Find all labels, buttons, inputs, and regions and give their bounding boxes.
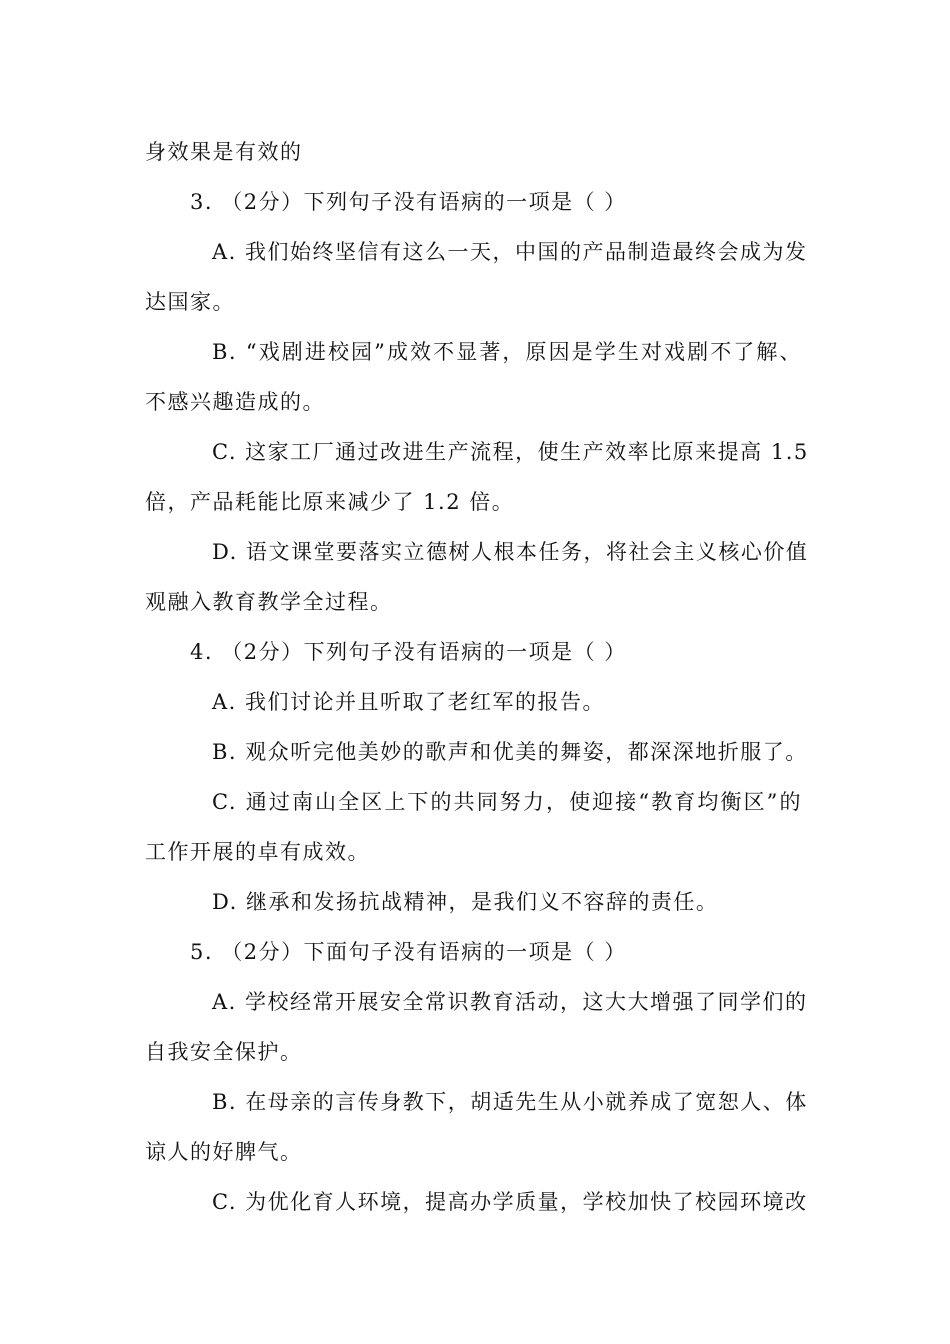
question-3-option-d-cont: 观融入教育教学全过程。 — [145, 590, 393, 614]
question-4-option-a: A. 我们讨论并且听取了老红军的报告。 — [212, 690, 606, 714]
question-5-stem: 5. （2分）下面句子没有语病的一项是（ ） — [190, 940, 627, 964]
question-3-option-c: C. 这家工厂通过改进生产流程，使生产效率比原来提高 1.5 — [212, 440, 809, 464]
question-3-option-a-cont: 达国家。 — [145, 290, 235, 314]
question-3-option-b-cont: 不感兴趣造成的。 — [145, 390, 325, 414]
question-3-stem: 3. （2分）下列句子没有语病的一项是（ ） — [190, 190, 627, 214]
question-3-option-a: A. 我们始终坚信有这么一天，中国的产品制造最终会成为发 — [212, 240, 808, 264]
question-5-option-a: A. 学校经常开展安全常识教育活动，这大大增强了同学们的 — [212, 990, 808, 1014]
question-5-option-a-cont: 自我安全保护。 — [145, 1040, 303, 1064]
question-4-stem: 4. （2分）下列句子没有语病的一项是（ ） — [190, 640, 627, 664]
question-3-option-d: D. 语文课堂要落实立德树人根本任务，将社会主义核心价值 — [212, 540, 809, 564]
question-5-option-c: C. 为优化育人环境，提高办学质量，学校加快了校园环境改 — [212, 1190, 808, 1214]
question-5-option-b-cont: 谅人的好脾气。 — [145, 1140, 303, 1164]
question-4-option-c: C. 通过南山全区上下的共同努力，使迎接“教育均衡区”的 — [212, 790, 802, 814]
continuation-line: 身效果是有效的 — [145, 140, 303, 164]
question-4-option-d: D. 继承和发扬抗战精神，是我们义不容辞的责任。 — [212, 890, 719, 914]
question-3-option-b: B. “戏剧进校园”成效不显著，原因是学生对戏剧不了解、 — [212, 340, 802, 364]
question-4-option-c-cont: 工作开展的卓有成效。 — [145, 840, 370, 864]
question-4-option-b: B. 观众听完他美妙的歌声和优美的舞姿，都深深地折服了。 — [212, 740, 808, 764]
question-3-option-c-cont: 倍，产品耗能比原来减少了 1.2 倍。 — [145, 490, 515, 514]
question-5-option-b: B. 在母亲的言传身教下，胡适先生从小就养成了宽恕人、体 — [212, 1090, 808, 1114]
